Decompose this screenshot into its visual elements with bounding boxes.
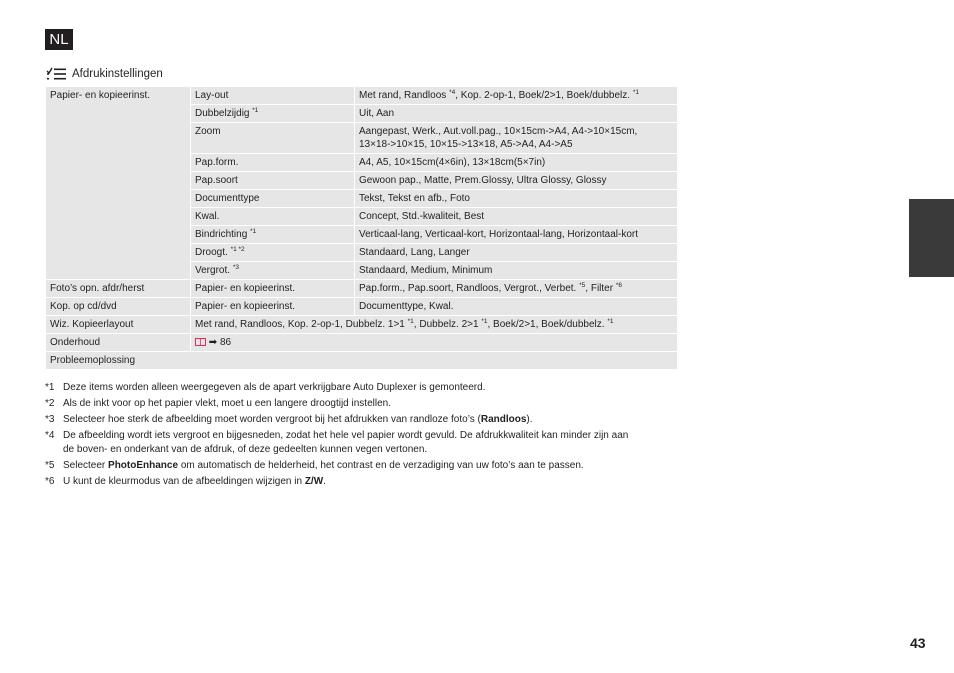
table-row: [46, 352, 678, 370]
footnote: [45, 459, 685, 473]
setting-value: Gewoon pap., Matte, Prem.Glossy, Ultra Glossy, Glossy: [355, 172, 678, 190]
footnote-text: Selecteer hoe sterk de afbeelding moet worden vergroot bij het afdrukken van randloze foto’s (Randloos).: [63, 414, 533, 425]
group-cell: Wiz. Kopieerlayout: [46, 316, 191, 334]
setting-value: Pap.form., Pap.soort, Randloos, Vergrot., Verbet. $^{*5}$, Filter $^{*6}$: [355, 280, 678, 298]
group-cell: Foto’s opn. afdr/herst: [46, 280, 191, 298]
footnotes: [45, 381, 685, 491]
setting-label: Pap.soort: [191, 172, 355, 190]
page-link-number[interactable]: 86: [219, 337, 232, 348]
setting-label: Dubbelzijdig $^{*1}$: [191, 105, 355, 123]
setting-value: Verticaal-lang, Verticaal-kort, Horizontaal-lang, Horizontaal-kort: [355, 226, 678, 244]
footnote-text: U kunt de kleurmodus van de afbeeldingen wijzigen in Z/W.: [63, 476, 326, 487]
footnote-mark: *4: [45, 430, 55, 441]
setting-value: Met rand, Randloos, Kop. 2-op-1, Dubbelz. 1>1 $^{*1}$, Dubbelz. 2>1 $^{*1}$, Boek/2>1, Boek/dubbelz. $^{*1}$: [191, 316, 678, 334]
footnote: [45, 413, 685, 427]
footnote-mark: *5: [45, 460, 55, 471]
group-cell: Probleemoplossing: [46, 352, 678, 370]
setting-label: Papier- en kopieerinst.: [191, 280, 355, 298]
setting-label: Lay-out: [191, 87, 355, 105]
setting-label: Bindrichting $^{*1}$: [191, 226, 355, 244]
footnote-mark: *6: [45, 476, 55, 487]
setting-label: Pap.form.: [191, 154, 355, 172]
setting-label: Zoom: [191, 123, 355, 154]
settings-table: [45, 86, 678, 370]
footnote-text: Als de inkt voor op het papier vlekt, moet u een langere droogtijd instellen.: [63, 398, 391, 409]
setting-value: Aangepast, Werk., Aut.voll.pag., 10×15cm->A4, A4->10×15cm, 13×18->10×15, 10×15->13×18, A5->A4, A4->A5: [355, 123, 678, 154]
setting-value: Concept, Std.-kwaliteit, Best: [355, 208, 678, 226]
group-cell: Kop. op cd/dvd: [46, 298, 191, 316]
table-row: [46, 87, 678, 105]
arrow-right-icon: ➡: [208, 337, 218, 348]
setting-label: Vergrot. $^{*3}$: [191, 262, 355, 280]
footnote: [45, 397, 685, 411]
setting-value: A4, A5, 10×15cm(4×6in), 13×18cm(5×7in): [355, 154, 678, 172]
table-row: [46, 298, 678, 316]
page-number: 43: [910, 635, 926, 651]
footnote-mark: *1: [45, 382, 55, 393]
footnote: [45, 381, 685, 395]
setting-label: Droogt. $^{*1 *2}$: [191, 244, 355, 262]
table-row: [46, 316, 678, 334]
language-badge: NL: [45, 29, 73, 50]
setting-label: Kwal.: [191, 208, 355, 226]
footnote-mark: *2: [45, 398, 55, 409]
footnote: [45, 429, 685, 457]
footnote-text: De afbeelding wordt iets vergroot en bijgesneden, zodat het hele vel papier wordt gevuld. De afdrukkwaliteit kan minder zijn aan de boven- en onderkant van de afdruk, of deze gedeelten kunnen vegen vertonen.: [63, 430, 629, 455]
footnote: [45, 475, 685, 489]
setting-value: Standaard, Lang, Langer: [355, 244, 678, 262]
setting-value: Documenttype, Kwal.: [355, 298, 678, 316]
checklist-icon: [46, 67, 66, 81]
footnote-mark: *3: [45, 414, 55, 425]
footnote-text: Selecteer PhotoEnhance om automatisch de helderheid, het contrast en de verzadiging van uw foto’s aan te passen.: [63, 460, 584, 471]
setting-value: Standaard, Medium, Minimum: [355, 262, 678, 280]
page-reference[interactable]: [191, 334, 678, 352]
footnote-text: Deze items worden alleen weergegeven als de apart verkrijgbare Auto Duplexer is gemonteerd.: [63, 382, 486, 393]
setting-value: Met rand, Randloos $^{*4}$, Kop. 2-op-1, Boek/2>1, Boek/dubbelz. $^{*1}$: [355, 87, 678, 105]
section-title: Afdrukinstellingen: [72, 68, 163, 80]
table-row: [46, 280, 678, 298]
chapter-tab: [909, 199, 954, 277]
setting-label: Documenttype: [191, 190, 355, 208]
group-cell: Onderhoud: [46, 334, 191, 352]
book-reference-icon: [195, 338, 206, 346]
section-header: [46, 66, 163, 82]
setting-value: Tekst, Tekst en afb., Foto: [355, 190, 678, 208]
setting-label: Papier- en kopieerinst.: [191, 298, 355, 316]
group-cell: Papier- en kopieerinst.: [46, 87, 191, 280]
table-row: [46, 334, 678, 352]
setting-value: Uit, Aan: [355, 105, 678, 123]
